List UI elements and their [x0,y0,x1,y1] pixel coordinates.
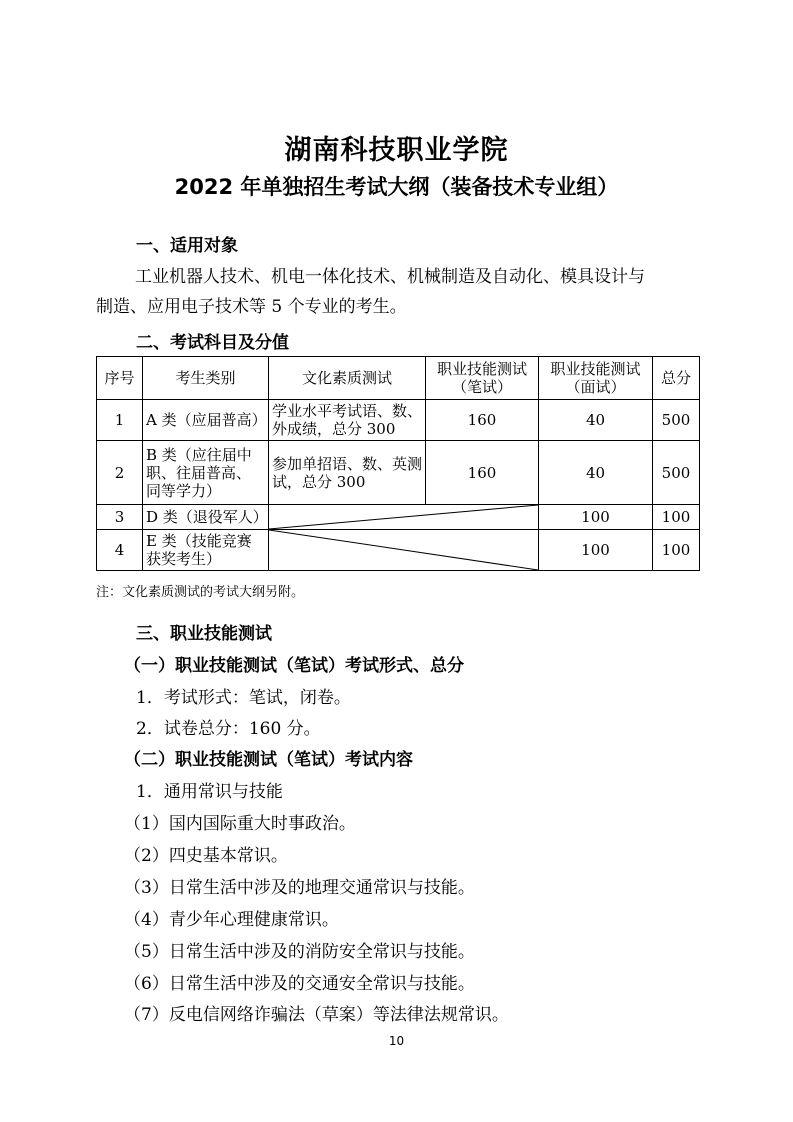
cell-no: 1 [97,400,143,441]
cell-no: 2 [97,441,143,505]
table-row [97,441,700,505]
cell-written: 160 [426,400,539,441]
diagonal-line [269,505,538,529]
section3-sub1: （一）职业技能测试（笔试）考试形式、总分 [124,656,464,676]
cell-interview: 100 [539,505,653,530]
list-item: （1）国内国际重大时事政治。 [124,814,356,834]
section1-line1: 工业机器人技术、机电一体化技术、机械制造及自动化、模具设计与 [135,267,645,287]
cell-category: E 类（技能竞赛获奖考生） [143,530,269,571]
table-header-row [97,357,700,400]
list-item: （3）日常生活中涉及的地理交通常识与技能。 [124,878,475,898]
cell-written: 160 [426,441,539,505]
cell-total: 100 [653,530,700,571]
document-subtitle: 2022 年单独招生考试大纲（装备技术专业组） [174,175,619,199]
table-row [97,530,700,571]
list-item: （4）青少年心理健康常识。 [124,910,339,930]
header-culture: 文化素质测试 [269,357,426,400]
document-title: 湖南科技职业学院 [284,135,509,166]
header-total: 总分 [653,357,700,400]
section3-sub2: （二）职业技能测试（笔试）考试内容 [124,750,413,770]
section3-item2: 2．试卷总分：160 分。 [136,719,321,739]
cell-category: A 类（应届普高） [143,400,269,441]
cell-interview: 100 [539,530,653,571]
table-row [97,400,700,441]
cell-culture: 参加单招语、数、英测试，总分 300 [269,441,426,505]
list-item: （5）日常生活中涉及的消防安全常识与技能。 [124,942,475,962]
header-category: 考生类别 [143,357,269,400]
section3-item3: 1．通用常识与技能 [136,782,283,802]
cell-total: 100 [653,505,700,530]
section3-item1: 1．考试形式：笔试，闭卷。 [136,688,351,708]
cell-no: 3 [97,505,143,530]
list-item: （2）四史基本常识。 [124,846,288,866]
page-number: 10 [388,1034,405,1048]
cell-total: 500 [653,400,700,441]
list-item: （6）日常生活中涉及的交通安全常识与技能。 [124,974,475,994]
diagonal-cell [269,505,539,530]
cell-culture: 学业水平考试语、数、外成绩，总分 300 [269,400,426,441]
cell-category: B 类（应往届中职、往届普高、同等学力） [143,441,269,505]
section1-line2: 制造、应用电子技术等 5 个专业的考生。 [96,297,407,317]
exam-subjects-table [96,356,700,571]
table-note: 注：文化素质测试的考试大纲另附。 [96,585,305,600]
section1-heading: 一、适用对象 [136,236,238,256]
cell-total: 500 [653,441,700,505]
section3-heading: 三、职业技能测试 [136,624,272,644]
section2-heading: 二、考试科目及分值 [136,333,289,353]
cell-category: D 类（退役军人） [143,505,269,530]
cell-interview: 40 [539,400,653,441]
table-row [97,505,700,530]
cell-no: 4 [97,530,143,571]
diagonal-line [269,530,538,570]
list-item: （7）反电信网络诈骗法（草案）等法律法规常识。 [124,1005,509,1025]
cell-interview: 40 [539,441,653,505]
diagonal-cell [269,530,539,571]
header-no: 序号 [97,357,143,400]
header-written: 职业技能测试（笔试） [426,357,539,400]
header-interview: 职业技能测试（面试） [539,357,653,400]
